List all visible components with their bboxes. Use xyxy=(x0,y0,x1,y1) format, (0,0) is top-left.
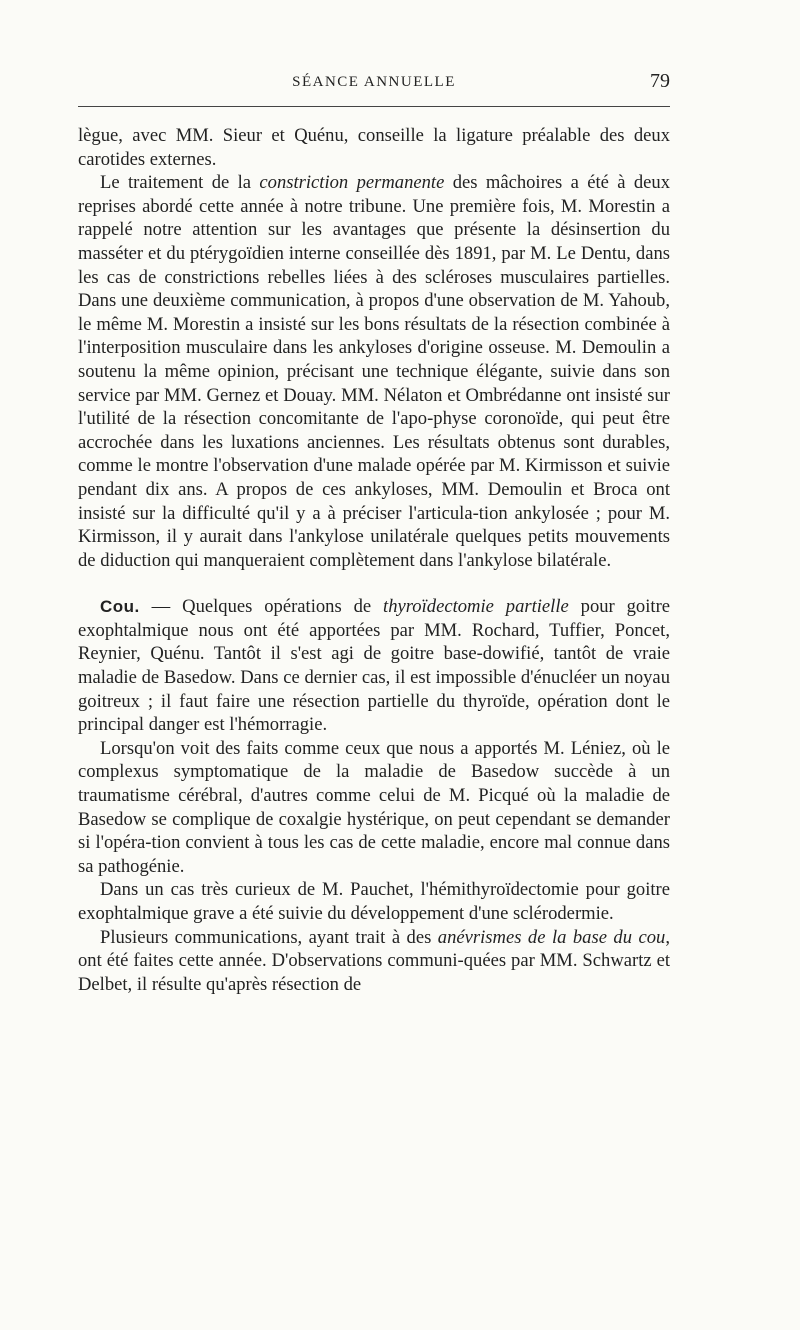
italic-term: constriction permanente xyxy=(259,172,445,194)
text-run: Le traitement de la xyxy=(100,172,260,194)
paragraph xyxy=(78,171,670,572)
text-run: Dans un cas très curieux de M. Pauchet, l'hémithyroïdectomie pour goitre exophtalmique grave a été suivie du développement d'une sclérodermie. xyxy=(78,879,670,924)
text-run: des mâchoires a été à deux reprises abordé cette année à notre tribune. Une première fois, M. Morestin a rappelé notre attention sur les avantages que présente la désinsertion du masséter et du ptérygoïdien interne conseillée dès 1891, par M. Le Dentu, dans les cas de constrictions rebelles liées à des scléroses musculaires partielles. Dans une deuxième communication, à propos d'une observation de M. Yahoub, le même M. Morestin a insisté sur les bons résultats de la résection combinée à l'interposition musculaire dans les ankyloses d'origine osseuse. M. Demoulin a soutenu la même opinion, précisant une technique élégante, suivie dans son service par MM. Gernez et Douay. MM. Nélaton et Ombrédanne ont insisté sur l'utilité de la résection concomitante de l'apo-physe coronoïde, qui peut être accrochée dans les luxations anciennes. Les résultats obtenus sont durables, comme le montre l'observation d'une malade opérée par M. Kirmisson et suivie pendant dix ans. A propos de ces ankyloses, MM. Demoulin et Broca ont insisté sur la difficulté qu'il y a à préciser l'articula-tion ankylosée ; pour M. Kirmisson, il y aurait dans l'ankylose unilatérale quelques petits mouvements de diduction qui manqueraient complètement dans l'ankylose bilatérale. xyxy=(78,172,671,571)
text-run: lègue, avec MM. Sieur et Quénu, conseille la ligature préalable des deux carotides externes. xyxy=(78,125,670,170)
body-text xyxy=(78,124,670,996)
text-run: — Quelques opérations de xyxy=(139,596,384,618)
section-paragraph xyxy=(78,595,670,737)
text-run: pour goitre exophtalmique nous ont été apportées par MM. Rochard, Tuffier, Poncet, Reynier, Quénu. Tantôt il s'est agi de goitre base-dowifié, tantôt de vraie maladie de Basedow. Dans ce dernier cas, il est impossible d'énucléer un noyau goitreux ; il faut faire une résection partielle du thyroïde, opération dont le principal danger est l'hémorragie. xyxy=(78,596,671,736)
running-head-title: SÉANCE ANNUELLE xyxy=(292,74,456,90)
text-run: Plusieurs communications, ayant trait à des xyxy=(100,926,438,948)
page-number: 79 xyxy=(650,70,670,92)
italic-term: thyroïdectomie partielle xyxy=(383,596,569,618)
paragraph xyxy=(78,124,670,171)
header-rule xyxy=(78,106,670,107)
section-label: Cou. xyxy=(100,597,140,617)
italic-term: anévrismes de la base du cou xyxy=(437,926,666,948)
paragraph xyxy=(78,926,670,997)
running-head xyxy=(78,72,670,96)
paragraph xyxy=(78,878,670,925)
paragraph xyxy=(78,737,670,879)
text-run: , ont été faites cette année. D'observations communi-quées par MM. Schwartz et Delbet, il résulte qu'après résection de xyxy=(78,926,670,995)
text-run: Lorsqu'on voit des faits comme ceux que nous a apportés M. Léniez, où le complexus symptomatique de la maladie de Basedow succède à un traumatisme cérébral, d'autres comme celui de M. Picqué où la maladie de Basedow se complique de coxalgie hystérique, on peut cependant se demander si l'opéra-tion convient à tous les cas de cette maladie, encore mal connue dans sa pathogénie. xyxy=(78,737,670,877)
